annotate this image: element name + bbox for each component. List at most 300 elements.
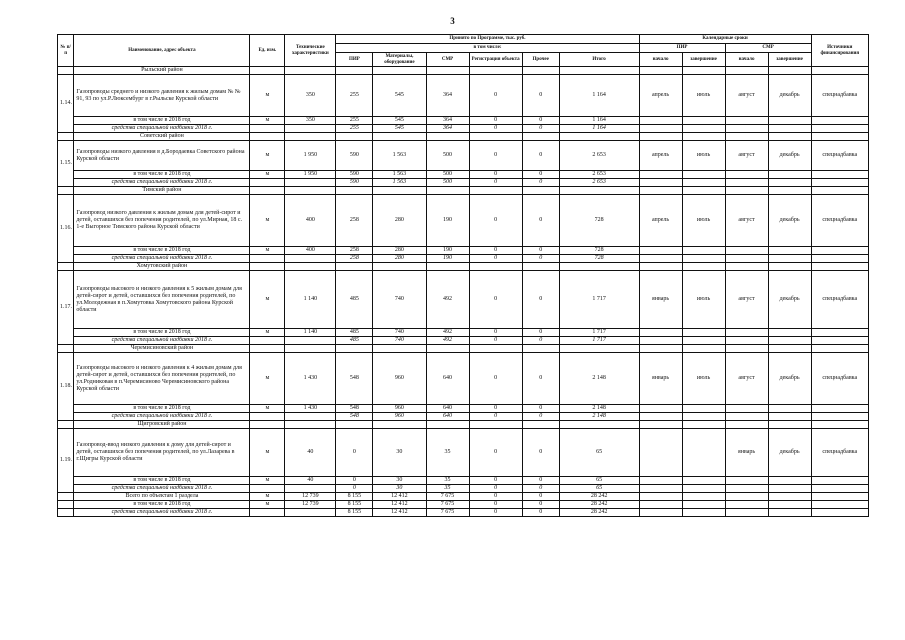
mat-cell: 740 — [373, 271, 426, 329]
empty-cell — [768, 421, 811, 429]
smr-cell: 492 — [426, 271, 469, 329]
spec-label: средства специальной надбавки 2018 г. — [74, 255, 250, 263]
table-row — [58, 195, 869, 247]
spec-label: средства специальной надбавки 2018 г. — [74, 125, 250, 133]
other-cell: 0 — [522, 195, 559, 247]
empty-cell — [250, 67, 285, 75]
empty-cell — [469, 345, 522, 353]
other-cell: 0 — [522, 117, 559, 125]
pir-cell: 548 — [336, 353, 373, 405]
pir-cell: 258 — [336, 195, 373, 247]
pir-start-cell — [639, 429, 682, 477]
mat-cell: 1 563 — [373, 179, 426, 187]
smr-start-cell: август — [725, 141, 768, 171]
empty-cell — [725, 337, 768, 345]
other-cell: 0 — [522, 271, 559, 329]
total-cell: 65 — [559, 485, 639, 493]
pir-end-cell: июль — [682, 195, 725, 247]
empty-cell — [639, 421, 682, 429]
num-cell — [58, 187, 74, 195]
tech-cell — [285, 413, 336, 421]
smr-cell: 640 — [426, 405, 469, 413]
reg-cell: 0 — [469, 413, 522, 421]
empty-cell — [811, 329, 868, 337]
reg-cell: 0 — [469, 485, 522, 493]
empty-cell — [725, 405, 768, 413]
reg-cell: 0 — [469, 141, 522, 171]
empty-cell — [682, 485, 725, 493]
mat-cell: 545 — [373, 75, 426, 117]
pir-cell: 258 — [336, 255, 373, 263]
accepted-header: Принято по Программе, тыс. руб. — [336, 35, 639, 44]
incl-row — [58, 171, 869, 179]
region-name: Хомутовский район — [74, 263, 250, 271]
region-row — [58, 421, 869, 429]
col-unit-header: Ед. изм. — [250, 35, 285, 67]
empty-cell — [768, 187, 811, 195]
incl-label: в том числе в 2018 год — [74, 117, 250, 125]
pir-start-cell: январь — [639, 353, 682, 405]
unit-cell: м — [250, 247, 285, 255]
smr-cell: 190 — [426, 247, 469, 255]
spec-label: средства специальной надбавки 2018 г. — [74, 337, 250, 345]
col-pir-end-header: завершение — [682, 53, 725, 67]
source-cell: спецнадбавка — [811, 429, 868, 477]
empty-cell — [559, 421, 639, 429]
smr-cell: 7 675 — [426, 493, 469, 501]
empty-cell — [336, 345, 373, 353]
total-label: средства специальной надбавки 2018 г. — [74, 509, 250, 517]
source-cell: спецнадбавка — [811, 141, 868, 171]
tech-cell: 1 950 — [285, 171, 336, 179]
empty-cell — [469, 263, 522, 271]
empty-cell — [725, 171, 768, 179]
pir-cell: 548 — [336, 405, 373, 413]
col-other-header: Прочее — [522, 53, 559, 67]
empty-cell — [682, 263, 725, 271]
row-number: 1.14. — [58, 75, 74, 133]
mat-cell: 1 563 — [373, 141, 426, 171]
other-cell: 0 — [522, 405, 559, 413]
incl-row — [58, 117, 869, 125]
empty-cell — [639, 345, 682, 353]
total-cell: 1 717 — [559, 271, 639, 329]
empty-cell — [811, 171, 868, 179]
smr-cell: 35 — [426, 485, 469, 493]
smr-end-cell: декабрь — [768, 141, 811, 171]
empty-cell — [811, 345, 868, 353]
unit-cell — [250, 509, 285, 517]
empty-cell — [768, 171, 811, 179]
empty-cell — [725, 125, 768, 133]
col-smr-header: СМР — [426, 53, 469, 67]
incl-label: в том числе в 2018 год — [74, 247, 250, 255]
mat-cell: 740 — [373, 337, 426, 345]
smr-start-cell: январь — [725, 429, 768, 477]
empty-cell — [639, 125, 682, 133]
pir-end-cell — [682, 429, 725, 477]
reg-cell: 0 — [469, 509, 522, 517]
empty-cell — [250, 345, 285, 353]
empty-cell — [811, 501, 868, 509]
empty-cell — [336, 187, 373, 195]
unit-cell: м — [250, 493, 285, 501]
row-number: 1.17. — [58, 271, 74, 345]
mat-cell: 12 412 — [373, 493, 426, 501]
empty-cell — [811, 247, 868, 255]
empty-cell — [725, 421, 768, 429]
source-cell: спецнадбавка — [811, 353, 868, 405]
other-cell: 0 — [522, 353, 559, 405]
total-cell: 1 164 — [559, 125, 639, 133]
spec-row — [58, 413, 869, 421]
mat-cell: 960 — [373, 413, 426, 421]
total-cell: 65 — [559, 429, 639, 477]
total-cell: 1 164 — [559, 117, 639, 125]
empty-cell — [559, 263, 639, 271]
total-cell: 28 242 — [559, 509, 639, 517]
empty-cell — [639, 501, 682, 509]
tech-cell: 40 — [285, 429, 336, 477]
unit-cell — [250, 255, 285, 263]
program-table — [57, 34, 869, 517]
empty-cell — [639, 187, 682, 195]
reg-cell: 0 — [469, 75, 522, 117]
pir-cell: 485 — [336, 337, 373, 345]
empty-cell — [682, 247, 725, 255]
table-body — [58, 67, 869, 517]
tech-cell — [285, 179, 336, 187]
tech-cell: 350 — [285, 75, 336, 117]
reg-cell: 0 — [469, 337, 522, 345]
empty-cell — [811, 493, 868, 501]
pir-cell: 8 155 — [336, 493, 373, 501]
empty-cell — [811, 187, 868, 195]
smr-cell: 364 — [426, 75, 469, 117]
other-cell: 0 — [522, 125, 559, 133]
empty-cell — [559, 345, 639, 353]
empty-cell — [639, 133, 682, 141]
pir-cell: 0 — [336, 429, 373, 477]
empty-cell — [682, 493, 725, 501]
empty-cell — [725, 501, 768, 509]
mat-cell: 960 — [373, 353, 426, 405]
empty-cell — [373, 187, 426, 195]
other-cell: 0 — [522, 485, 559, 493]
smr-cell: 640 — [426, 353, 469, 405]
pir-cell: 485 — [336, 329, 373, 337]
mat-cell: 12 412 — [373, 501, 426, 509]
smr-end-cell: декабрь — [768, 429, 811, 477]
empty-cell — [725, 187, 768, 195]
region-row — [58, 67, 869, 75]
mat-cell: 30 — [373, 429, 426, 477]
other-cell: 0 — [522, 337, 559, 345]
smr-cell: 492 — [426, 337, 469, 345]
empty-cell — [639, 405, 682, 413]
unit-cell: м — [250, 141, 285, 171]
unit-cell: м — [250, 501, 285, 509]
empty-cell — [811, 509, 868, 517]
incl-header: в том числе: — [336, 44, 639, 53]
spec-row — [58, 179, 869, 187]
smr-cell: 500 — [426, 171, 469, 179]
empty-cell — [725, 493, 768, 501]
smr-start-cell: август — [725, 195, 768, 247]
region-row — [58, 133, 869, 141]
total-cell: 2 653 — [559, 141, 639, 171]
table-row — [58, 429, 869, 477]
mat-cell: 30 — [373, 485, 426, 493]
empty-cell — [336, 67, 373, 75]
spec-label: средства специальной надбавки 2018 г. — [74, 485, 250, 493]
object-name: Газопровод-ввод низкого давления к дому для детей-сирот и детей, оставшихся без попечения родителей, по ул.Лазарева в г.Щигры Курской области — [74, 429, 250, 477]
empty-cell — [426, 67, 469, 75]
incl-label: в том числе в 2018 год — [74, 329, 250, 337]
region-name: Тимский район — [74, 187, 250, 195]
empty-cell — [682, 179, 725, 187]
empty-cell — [682, 405, 725, 413]
other-cell: 0 — [522, 179, 559, 187]
empty-cell — [768, 477, 811, 485]
mat-cell: 740 — [373, 329, 426, 337]
other-cell: 0 — [522, 141, 559, 171]
empty-cell — [522, 263, 559, 271]
other-cell: 0 — [522, 413, 559, 421]
col-materials-header: Материалы, оборудование — [373, 53, 426, 67]
smr-cell: 640 — [426, 413, 469, 421]
empty-cell — [768, 179, 811, 187]
unit-cell: м — [250, 117, 285, 125]
empty-cell — [559, 187, 639, 195]
empty-cell — [373, 345, 426, 353]
reg-cell: 0 — [469, 195, 522, 247]
unit-cell: м — [250, 405, 285, 413]
empty-cell — [639, 255, 682, 263]
empty-cell — [522, 133, 559, 141]
smr-end-cell: декабрь — [768, 75, 811, 117]
empty-cell — [811, 263, 868, 271]
empty-cell — [373, 263, 426, 271]
total-row — [58, 493, 869, 501]
empty-cell — [522, 421, 559, 429]
num-cell — [58, 263, 74, 271]
empty-cell — [768, 67, 811, 75]
col-registration-header: Регистрация объекта — [469, 53, 522, 67]
pir-cell: 258 — [336, 247, 373, 255]
empty-cell — [639, 67, 682, 75]
incl-row — [58, 329, 869, 337]
num-cell — [58, 501, 74, 509]
pir-cell: 8 155 — [336, 501, 373, 509]
pir-cell: 255 — [336, 75, 373, 117]
total-label: Всего по объектам 1 раздела — [74, 493, 250, 501]
empty-cell — [682, 255, 725, 263]
empty-cell — [768, 247, 811, 255]
mat-cell: 545 — [373, 125, 426, 133]
empty-cell — [639, 171, 682, 179]
empty-cell — [426, 263, 469, 271]
unit-cell — [250, 337, 285, 345]
empty-cell — [469, 133, 522, 141]
pir-cal-header: ПИР — [639, 44, 725, 53]
empty-cell — [285, 67, 336, 75]
total-cell: 2 148 — [559, 405, 639, 413]
empty-cell — [639, 337, 682, 345]
empty-cell — [682, 421, 725, 429]
smr-cell: 500 — [426, 179, 469, 187]
tech-cell: 1 430 — [285, 353, 336, 405]
empty-cell — [682, 171, 725, 179]
total-cell: 28 242 — [559, 493, 639, 501]
reg-cell: 0 — [469, 329, 522, 337]
smr-cal-header: СМР — [725, 44, 811, 53]
smr-cell: 364 — [426, 125, 469, 133]
empty-cell — [426, 133, 469, 141]
total-row — [58, 509, 869, 517]
source-cell: спецнадбавка — [811, 271, 868, 329]
col-pir-header: ПИР — [336, 53, 373, 67]
empty-cell — [426, 345, 469, 353]
mat-cell: 545 — [373, 117, 426, 125]
reg-cell: 0 — [469, 255, 522, 263]
tech-cell: 350 — [285, 117, 336, 125]
reg-cell: 0 — [469, 405, 522, 413]
smr-cell: 35 — [426, 429, 469, 477]
num-cell — [58, 133, 74, 141]
total-cell: 728 — [559, 247, 639, 255]
reg-cell: 0 — [469, 353, 522, 405]
pir-end-cell: июль — [682, 141, 725, 171]
pir-start-cell: апрель — [639, 195, 682, 247]
incl-row — [58, 247, 869, 255]
total-cell: 728 — [559, 255, 639, 263]
empty-cell — [469, 187, 522, 195]
unit-cell: м — [250, 171, 285, 179]
empty-cell — [682, 125, 725, 133]
empty-cell — [725, 255, 768, 263]
reg-cell: 0 — [469, 179, 522, 187]
col-smr-start-header: начало — [725, 53, 768, 67]
pir-cell: 590 — [336, 141, 373, 171]
unit-cell: м — [250, 271, 285, 329]
empty-cell — [811, 413, 868, 421]
empty-cell — [639, 413, 682, 421]
col-name-header: Наименование, адрес объекта — [74, 35, 250, 67]
spec-row — [58, 485, 869, 493]
empty-cell — [682, 345, 725, 353]
empty-cell — [811, 125, 868, 133]
pir-end-cell: июль — [682, 271, 725, 329]
empty-cell — [725, 247, 768, 255]
region-name: Черемисиновский район — [74, 345, 250, 353]
unit-cell: м — [250, 477, 285, 485]
tech-cell: 40 — [285, 477, 336, 485]
unit-cell — [250, 413, 285, 421]
empty-cell — [811, 337, 868, 345]
incl-label: в том числе в 2018 год — [74, 405, 250, 413]
pir-cell: 485 — [336, 271, 373, 329]
incl-row — [58, 477, 869, 485]
empty-cell — [336, 421, 373, 429]
smr-cell: 7 675 — [426, 501, 469, 509]
empty-cell — [639, 263, 682, 271]
empty-cell — [639, 247, 682, 255]
tech-cell: 1 430 — [285, 405, 336, 413]
empty-cell — [522, 67, 559, 75]
smr-start-cell: август — [725, 75, 768, 117]
total-row — [58, 501, 869, 509]
empty-cell — [250, 263, 285, 271]
empty-cell — [250, 421, 285, 429]
empty-cell — [725, 263, 768, 271]
empty-cell — [285, 421, 336, 429]
empty-cell — [469, 421, 522, 429]
empty-cell — [811, 421, 868, 429]
incl-label: в том числе в 2018 год — [74, 477, 250, 485]
other-cell: 0 — [522, 509, 559, 517]
empty-cell — [811, 67, 868, 75]
object-name: Газопроводы высокого и низкого давления к 4 жилым домам для детей-сирот и детей, оставшихся без попечения родителей, по ул.Родниковая в п.Черемисиново Черемисиновского района Курской области — [74, 353, 250, 405]
incl-row — [58, 405, 869, 413]
pir-start-cell: апрель — [639, 141, 682, 171]
total-cell: 2 148 — [559, 413, 639, 421]
spec-label: средства специальной надбавки 2018 г. — [74, 179, 250, 187]
reg-cell: 0 — [469, 117, 522, 125]
tech-cell: 12 739 — [285, 493, 336, 501]
reg-cell: 0 — [469, 247, 522, 255]
empty-cell — [768, 485, 811, 493]
spec-label: средства специальной надбавки 2018 г. — [74, 413, 250, 421]
unit-cell: м — [250, 429, 285, 477]
unit-cell: м — [250, 353, 285, 405]
empty-cell — [373, 133, 426, 141]
empty-cell — [725, 67, 768, 75]
empty-cell — [682, 187, 725, 195]
table-row — [58, 75, 869, 117]
other-cell: 0 — [522, 477, 559, 485]
pir-end-cell: июль — [682, 353, 725, 405]
tech-cell — [285, 337, 336, 345]
row-number: 1.15. — [58, 141, 74, 187]
pir-start-cell: январь — [639, 271, 682, 329]
object-name: Газопровод низкого давления к жилым домам для детей-сирот и детей, оставшихся без попечения родителей, по ул.Мирная, 18 с. 1-е Выгорное Тимского района Курской области — [74, 195, 250, 247]
tech-cell: 12 739 — [285, 501, 336, 509]
empty-cell — [285, 187, 336, 195]
smr-cell: 364 — [426, 117, 469, 125]
empty-cell — [725, 179, 768, 187]
region-row — [58, 345, 869, 353]
object-name: Газопроводы среднего и низкого давления к жилым домам № № 91, 93 по ул.Р.Люксембург в г.Рыльске Курской области — [74, 75, 250, 117]
row-number: 1.19. — [58, 429, 74, 493]
smr-end-cell: декабрь — [768, 195, 811, 247]
empty-cell — [285, 345, 336, 353]
col-sources-header: Источники финансирования — [811, 35, 868, 67]
empty-cell — [768, 501, 811, 509]
empty-cell — [682, 501, 725, 509]
row-number: 1.16. — [58, 195, 74, 263]
unit-cell: м — [250, 329, 285, 337]
empty-cell — [768, 133, 811, 141]
empty-cell — [768, 329, 811, 337]
empty-cell — [639, 509, 682, 517]
tech-cell: 400 — [285, 195, 336, 247]
total-cell: 2 653 — [559, 179, 639, 187]
empty-cell — [426, 421, 469, 429]
empty-cell — [639, 485, 682, 493]
smr-cell: 7 675 — [426, 509, 469, 517]
empty-cell — [725, 133, 768, 141]
